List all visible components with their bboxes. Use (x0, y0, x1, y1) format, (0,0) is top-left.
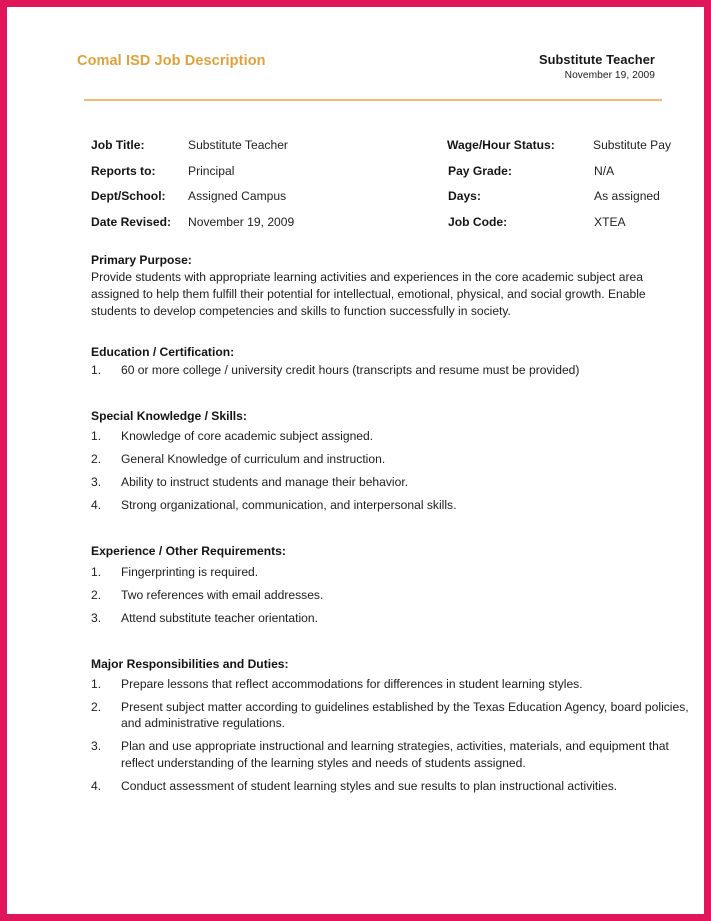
section-heading-special-knowledge-skills: Special Knowledge / Skills: (91, 408, 247, 423)
info-value-pay-grade: N/A (594, 163, 615, 178)
spacer (91, 378, 691, 408)
list-item (91, 778, 691, 794)
list-item (91, 451, 691, 467)
info-label-date-revised: Date Revised: (91, 214, 171, 229)
list-item-text: Prepare lessons that reflect accommodations for differences in student learning styles. (121, 677, 583, 692)
list-item-text: Attend substitute teacher orientation. (121, 610, 318, 625)
list-item-text: Conduct assessment of student learning styles and sue results to plan instructional activities. (121, 778, 618, 793)
section-special-knowledge-skills (91, 408, 691, 514)
info-label-job-title: Job Title: (91, 138, 145, 152)
spacer (91, 513, 691, 543)
list-item (91, 587, 691, 603)
info-cell-wage-hour-status (447, 138, 671, 152)
list-item-number: 1. (91, 429, 102, 444)
document-page (7, 7, 704, 914)
list-item (91, 564, 691, 580)
list-item-number: 2. (91, 700, 102, 715)
list-item-text: Knowledge of core academic subject assigned. (121, 429, 374, 444)
header-job-title: Substitute Teacher (538, 52, 655, 67)
info-value-job-code: XTEA (594, 214, 626, 229)
list-item-number: 2. (91, 587, 102, 602)
section-primary-purpose (91, 252, 691, 319)
info-value-date-revised: November 19, 2009 (188, 214, 295, 229)
list-item (91, 610, 691, 626)
info-row (91, 215, 671, 241)
list-item (91, 676, 691, 692)
info-row (91, 138, 671, 164)
header-divider-rule (84, 99, 662, 101)
info-label-dept-school: Dept/School: (91, 189, 166, 203)
info-label-days: Days: (448, 189, 481, 203)
spacer (91, 626, 691, 656)
list-item-text: General Knowledge of curriculum and instruction. (121, 452, 386, 467)
info-label-reports-to: Reports to: (91, 163, 156, 178)
section-experience-other-requirements (91, 543, 691, 626)
section-heading-primary-purpose: Primary Purpose: (91, 253, 192, 267)
list-item-text: Present subject matter according to guidelines established by the Texas Education Agency, board policies, and administrative regulations. (121, 700, 689, 731)
header-revision-date: November 19, 2009 (564, 69, 655, 81)
info-label-pay-grade: Pay Grade: (448, 163, 512, 178)
list-item-number: 1. (91, 564, 102, 579)
list-item (91, 428, 691, 444)
special-knowledge-list (91, 428, 691, 513)
header-meta (539, 52, 655, 83)
info-cell-job-title (91, 138, 447, 152)
list-item-text: 60 or more college / university credit hours (transcripts and resume must be provided) (121, 362, 580, 377)
info-cell-dept-school (91, 189, 448, 203)
list-item-number: 3. (91, 739, 102, 754)
document-header (77, 52, 655, 100)
list-item (91, 738, 691, 770)
list-item-number: 1. (91, 677, 102, 692)
info-value-reports-to: Principal (188, 163, 235, 178)
list-item (91, 474, 691, 490)
spacer (91, 319, 691, 344)
list-item-text: Ability to instruct students and manage their behavior. (121, 475, 409, 490)
list-item-text: Plan and use appropriate instructional and learning strategies, activities, materials, and equipment that reflect understanding of the learning styles and needs of students assigned. (121, 739, 669, 770)
list-item-text: Strong organizational, communication, and interpersonal skills. (121, 498, 457, 513)
list-item-number: 2. (91, 452, 102, 467)
list-item-number: 3. (91, 610, 102, 625)
job-info-table (91, 138, 671, 240)
list-item (91, 699, 691, 731)
list-item (91, 362, 691, 378)
info-cell-date-revised (91, 215, 448, 229)
list-item-number: 3. (91, 475, 102, 490)
info-cell-days (448, 189, 660, 203)
list-item-number: 4. (91, 778, 102, 793)
info-row (91, 164, 671, 190)
info-label-wage-hour-status: Wage/Hour Status: (447, 138, 555, 152)
section-major-responsibilities (91, 656, 691, 794)
list-item-text: Two references with email addresses. (121, 587, 324, 602)
section-education-certification (91, 344, 691, 377)
info-cell-job-code (448, 215, 626, 229)
info-cell-pay-grade (448, 164, 614, 178)
info-cell-reports-to (91, 164, 448, 178)
list-item-number: 1. (91, 362, 102, 377)
section-heading-experience-other-requirements: Experience / Other Requirements: (91, 544, 286, 559)
organization-title: Comal ISD Job Description (77, 53, 266, 69)
info-label-job-code: Job Code: (448, 214, 508, 229)
info-row (91, 189, 671, 215)
experience-list (91, 564, 691, 626)
education-list (91, 362, 691, 378)
list-item-number: 4. (91, 498, 102, 513)
info-value-wage-hour-status: Substitute Pay (593, 138, 671, 152)
primary-purpose-paragraph: Provide students with appropriate learning activities and experiences in the core academic subject area assigned to help them fulfill their potential for intellectual, emotional, physical, and social growth. Enable students to develop competencies and skills to function successfully in society. (91, 270, 646, 318)
info-value-days: As assigned (594, 189, 660, 203)
list-item-text: Fingerprinting is required. (121, 564, 259, 579)
document-body (91, 252, 691, 794)
info-value-dept-school: Assigned Campus (188, 189, 287, 203)
responsibilities-list (91, 676, 691, 793)
info-value-job-title: Substitute Teacher (188, 138, 288, 152)
list-item (91, 497, 691, 513)
section-heading-major-responsibilities: Major Responsibilities and Duties: (91, 656, 289, 671)
section-heading-education-certification: Education / Certification: (91, 345, 235, 360)
